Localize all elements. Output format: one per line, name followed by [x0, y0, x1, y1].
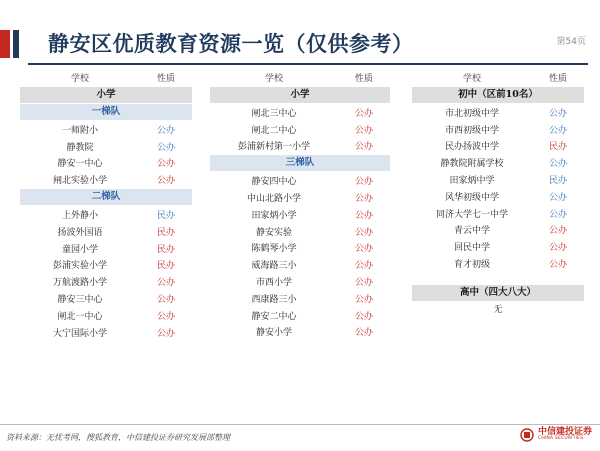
school-name: 一师附小 — [61, 125, 98, 136]
table-row — [210, 273, 390, 290]
table-row — [210, 104, 390, 121]
table-row — [210, 307, 390, 324]
table-row — [20, 240, 192, 257]
school-name: 青云中学 — [453, 226, 490, 237]
section-header: 一梯队 — [20, 104, 192, 120]
company-logo — [520, 428, 592, 442]
header-school: 学校 — [264, 73, 283, 84]
school-type: 民办 — [156, 244, 175, 255]
school-name: 静教院附属学校 — [440, 159, 504, 170]
school-type: 民办 — [548, 142, 567, 153]
school-name: 市北初级中学 — [444, 108, 499, 119]
school-type: 公办 — [548, 209, 567, 220]
school-type: 公办 — [354, 194, 373, 205]
table-row — [20, 324, 192, 341]
school-type: 公办 — [156, 311, 175, 322]
school-type: 民办 — [156, 227, 175, 238]
table-row — [20, 273, 192, 290]
school-name: 闸北三中心 — [251, 108, 297, 119]
table-row — [412, 121, 584, 138]
school-name: 闸北实验小学 — [52, 176, 107, 187]
page-title: 静安区优质教育资源一览（仅供参考） — [48, 32, 414, 56]
table-header — [210, 68, 390, 86]
school-name: 风华初级中学 — [444, 192, 499, 203]
school-name: 上外静小 — [61, 211, 98, 222]
table-row — [412, 255, 584, 272]
logo-text-en: CHINA SECURITIES — [537, 436, 584, 442]
table-row — [210, 290, 390, 307]
school-name: 育才初级 — [453, 260, 490, 271]
school-type: 公办 — [548, 192, 567, 203]
school-name: 静安三中心 — [57, 295, 103, 306]
table-row — [210, 256, 390, 273]
school-name: 田家炳中学 — [449, 176, 495, 187]
table-row — [210, 121, 390, 138]
school-name: 彭浦实验小学 — [52, 261, 107, 272]
school-type: 公办 — [354, 108, 373, 119]
table-row — [412, 154, 584, 171]
school-type: 公办 — [354, 328, 373, 339]
school-type: 公办 — [548, 159, 567, 170]
table-row — [210, 138, 390, 155]
school-type: 公办 — [354, 125, 373, 136]
school-type: 公办 — [354, 142, 373, 153]
table-row — [20, 138, 192, 155]
table-row — [210, 324, 390, 341]
school-type: 公办 — [354, 311, 373, 322]
table-row — [412, 205, 584, 222]
school-column-2 — [210, 68, 390, 340]
school-name: 童园小学 — [61, 244, 98, 255]
table-row — [210, 189, 390, 206]
school-name: 中山北路小学 — [246, 194, 301, 205]
table-row — [210, 206, 390, 223]
school-type: 公办 — [156, 295, 175, 306]
table-row — [210, 223, 390, 240]
school-name: 静教院 — [66, 142, 94, 153]
school-name: 同济大学七一中学 — [435, 209, 508, 220]
table-row — [20, 307, 192, 324]
logo-text-cn: 中信建投证券 — [537, 427, 592, 438]
header-school: 学校 — [462, 73, 481, 84]
header-type: 性质 — [548, 73, 567, 84]
school-name: 大宁国际小学 — [52, 328, 107, 339]
source-note: 资料来源：无忧考网，搜狐教育，中信建投证券研究发展部整理 — [6, 433, 230, 442]
title-accent-bar-secondary — [13, 30, 19, 58]
school-type: 公办 — [354, 294, 373, 305]
title-accent-bar — [0, 30, 10, 58]
table-header — [412, 68, 584, 86]
footer-divider — [0, 424, 600, 425]
school-type: 公办 — [156, 159, 175, 170]
table-row — [412, 222, 584, 239]
school-type: 公办 — [548, 226, 567, 237]
section-header: 小学 — [210, 87, 390, 103]
table-row — [20, 223, 192, 240]
section-header: 三梯队 — [210, 155, 390, 171]
school-name: 西康路三小 — [251, 294, 297, 305]
page-number: 第54页 — [556, 37, 586, 47]
header-school: 学校 — [70, 73, 89, 84]
school-name: 静安二中心 — [251, 311, 297, 322]
school-type: 民办 — [548, 176, 567, 187]
school-type: 公办 — [548, 125, 567, 136]
school-name: 闸北二中心 — [251, 125, 297, 136]
table-row — [20, 290, 192, 307]
school-name: 市西初级中学 — [444, 125, 499, 136]
table-row — [210, 172, 390, 189]
school-name: 田家炳小学 — [251, 210, 297, 221]
school-type: 公办 — [354, 227, 373, 238]
school-type: 公办 — [156, 142, 175, 153]
table-row — [20, 206, 192, 223]
school-name: 静安一中心 — [57, 159, 103, 170]
header-type: 性质 — [156, 73, 175, 84]
section-header: 小学 — [20, 87, 192, 103]
table-row — [412, 188, 584, 205]
school-column-1 — [20, 68, 192, 341]
school-type: 公办 — [354, 278, 373, 289]
school-column-3 — [412, 68, 584, 319]
section-header: 二梯队 — [20, 189, 192, 205]
school-name: 陈鹤琴小学 — [251, 244, 297, 255]
extra-value: 无 — [493, 304, 503, 315]
spacer — [412, 272, 584, 284]
school-name: 静安小学 — [255, 328, 292, 339]
school-type: 民办 — [156, 261, 175, 272]
school-name: 回民中学 — [453, 243, 490, 254]
school-name: 扬波外国语 — [57, 227, 103, 238]
school-type: 公办 — [548, 243, 567, 254]
school-name: 闸北一中心 — [57, 311, 103, 322]
table-header — [20, 68, 192, 86]
school-type: 公办 — [354, 177, 373, 188]
company-logo-icon — [520, 428, 534, 442]
school-name: 静安实验 — [255, 227, 292, 238]
table-row — [412, 138, 584, 155]
school-name: 彭浦新村第一小学 — [237, 142, 310, 153]
school-type: 公办 — [548, 108, 567, 119]
school-name: 静安四中心 — [251, 177, 297, 188]
table-row — [412, 104, 584, 121]
school-name: 市西小学 — [255, 278, 292, 289]
table-row — [412, 238, 584, 255]
table-row — [210, 240, 390, 257]
school-type: 公办 — [156, 278, 175, 289]
school-name: 民办扬波中学 — [444, 142, 499, 153]
table-row — [412, 171, 584, 188]
school-type: 公办 — [354, 210, 373, 221]
school-name: 万航渡路小学 — [52, 278, 107, 289]
table-row — [20, 121, 192, 138]
school-name: 威海路三小 — [251, 261, 297, 272]
title-divider — [28, 63, 588, 65]
section-header: 高中（四大八大） — [412, 285, 584, 301]
school-type: 民办 — [156, 211, 175, 222]
header-type: 性质 — [354, 73, 373, 84]
table-row — [20, 155, 192, 172]
table-row — [20, 257, 192, 274]
school-type: 公办 — [354, 261, 373, 272]
school-type: 公办 — [156, 176, 175, 187]
school-type: 公办 — [156, 328, 175, 339]
school-type: 公办 — [354, 244, 373, 255]
school-type: 公办 — [156, 125, 175, 136]
table-row — [20, 171, 192, 188]
section-header: 初中（区前10名） — [412, 87, 584, 103]
school-type: 公办 — [548, 260, 567, 271]
